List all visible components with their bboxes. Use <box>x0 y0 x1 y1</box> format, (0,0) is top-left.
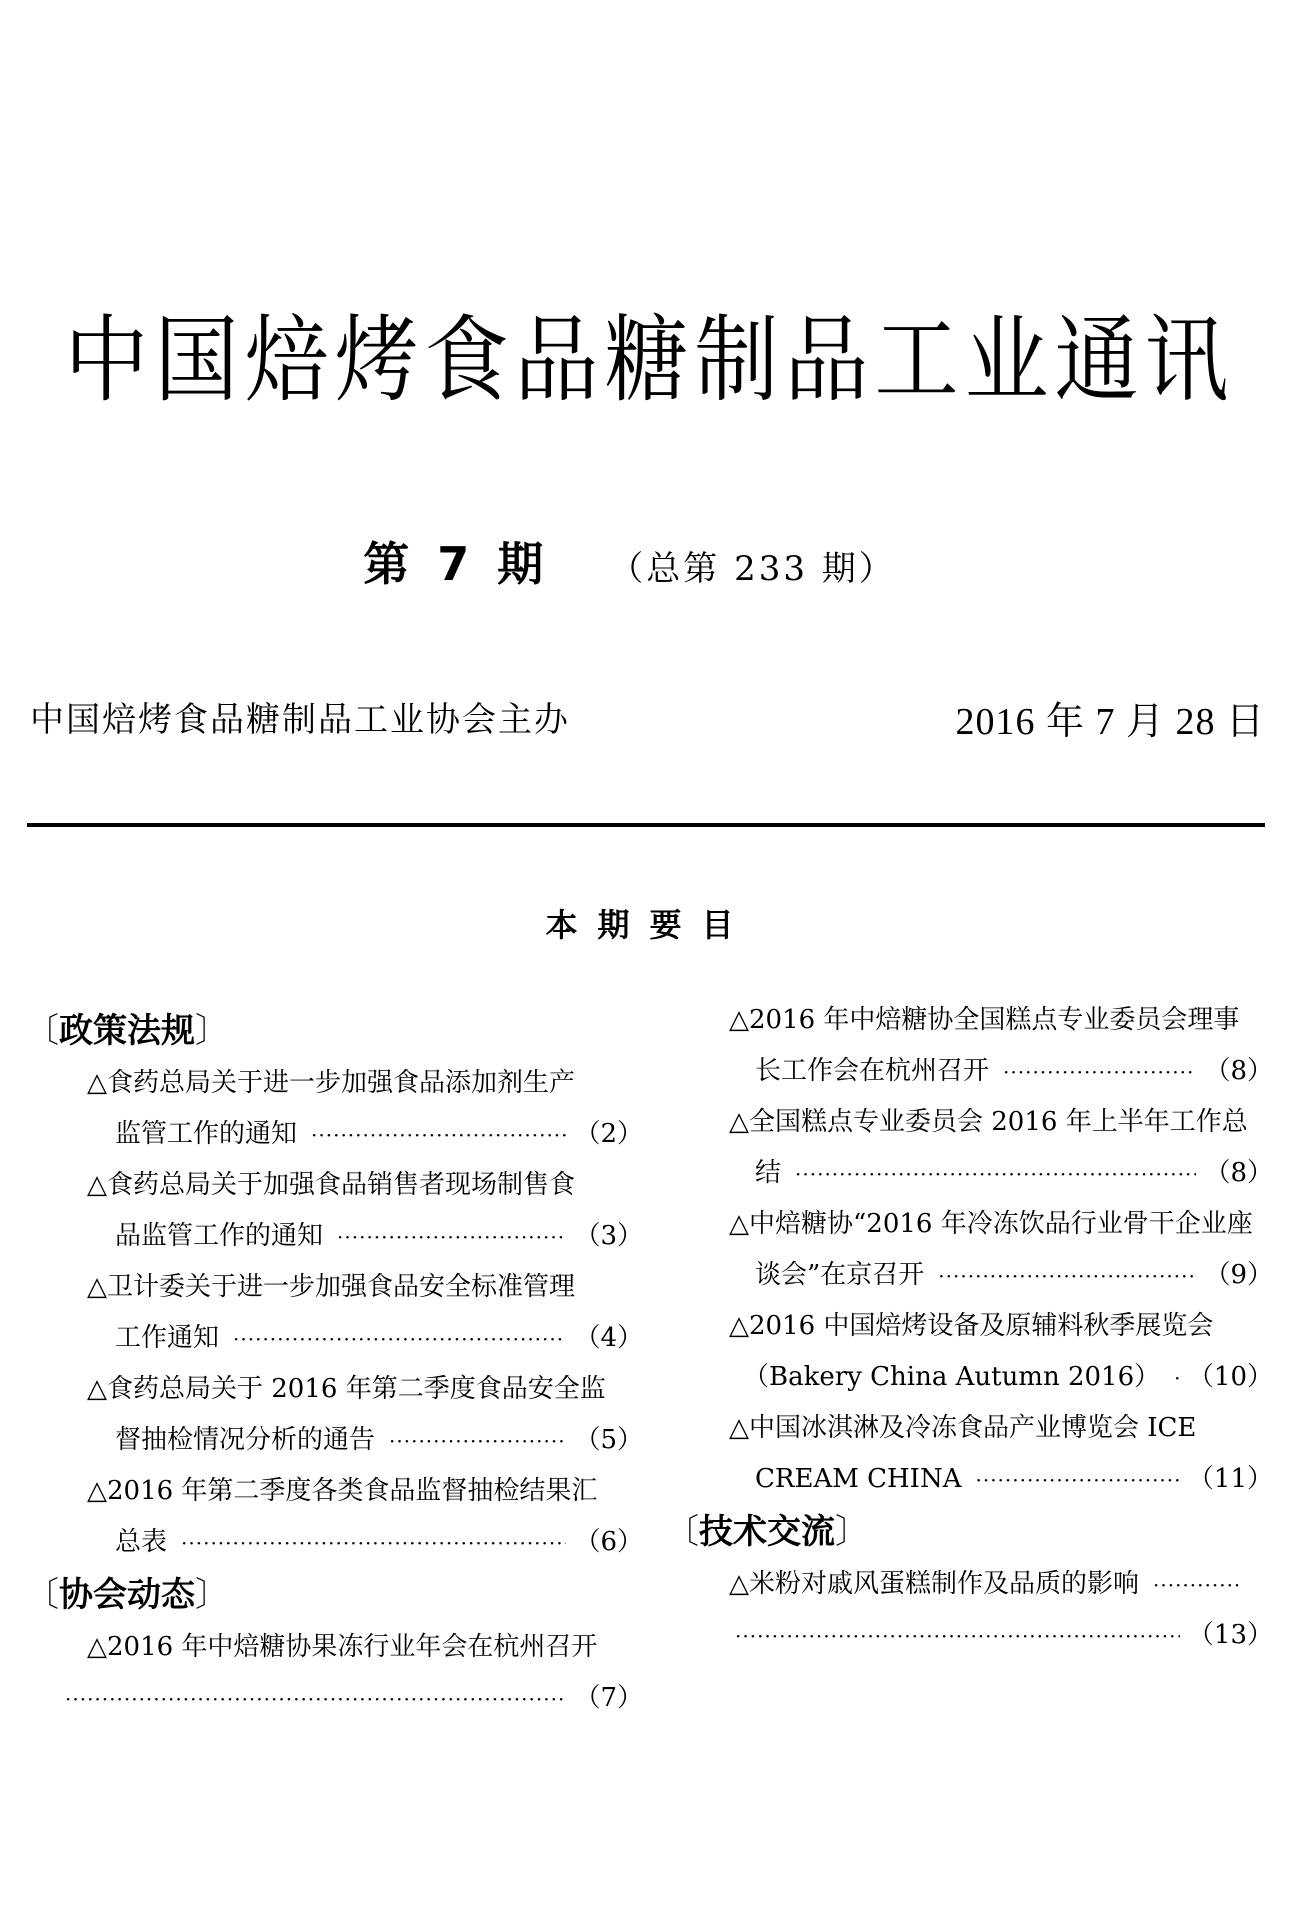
entry-title: △食药总局关于加强食品销售者现场制售食 <box>87 1170 575 1200</box>
section-title: 协会动态 <box>59 1575 195 1615</box>
dot-leader <box>389 1416 566 1467</box>
toc-entry[interactable] <box>25 1160 643 1262</box>
toc-entry[interactable] <box>25 1622 643 1724</box>
section-title: 政策法规 <box>59 1011 195 1051</box>
entry-title: △米粉对戚风蛋糕制作及品质的影响 <box>729 1569 1139 1599</box>
toc-heading: 本期要目 <box>545 906 754 944</box>
bracket-close: 〕 <box>195 1575 229 1615</box>
page-number: （6） <box>574 1527 643 1557</box>
dot-leader <box>1153 1560 1243 1611</box>
header-divider <box>27 823 1265 827</box>
entry-title-cont: 监管工作的通知 <box>115 1119 298 1149</box>
issue-number: 第 7 期 <box>363 537 550 591</box>
toc-entry[interactable] <box>665 1559 1273 1661</box>
dot-leader <box>938 1251 1196 1302</box>
toc-section-association-news <box>25 1568 643 1622</box>
page-number: （8） <box>1204 1158 1273 1188</box>
dot-leader <box>1003 1047 1196 1098</box>
page-number: （11） <box>1187 1464 1273 1494</box>
issue-total-number: （总第 233 期） <box>609 549 896 589</box>
entry-title: △食药总局关于 2016 年第二季度食品安全监 <box>87 1374 606 1404</box>
entry-title-cont: 长工作会在杭州召开 <box>755 1056 990 1086</box>
entry-title-cont: 工作通知 <box>115 1323 220 1353</box>
toc-entry[interactable] <box>25 1058 643 1160</box>
entry-title: △食药总局关于进一步加强食品添加剂生产 <box>87 1068 575 1098</box>
page-number: （7） <box>574 1683 643 1713</box>
entry-title: △中国冰淇淋及冷冻食品产业博览会 ICE <box>729 1413 1197 1443</box>
entry-title-cont: 结 <box>755 1158 782 1188</box>
dot-leader <box>181 1518 566 1569</box>
entry-title: △卫计委关于进一步加强食品安全标准管理 <box>87 1272 575 1302</box>
bracket-close: 〕 <box>195 1011 229 1051</box>
entry-title: △2016 年中焙糖协全国糕点专业委员会理事 <box>729 1005 1240 1035</box>
entry-title: △全国糕点专业委员会 2016 年上半年工作总 <box>729 1107 1248 1137</box>
dot-leader <box>795 1149 1196 1200</box>
entry-title-cont: 品监管工作的通知 <box>115 1221 324 1251</box>
toc-entry[interactable] <box>665 1301 1273 1403</box>
page-number: （2） <box>574 1119 643 1149</box>
entry-title-cont: 督抽检情况分析的通告 <box>115 1425 376 1455</box>
dot-leader <box>311 1110 566 1161</box>
toc-entry[interactable] <box>665 1097 1273 1199</box>
entry-title: △2016 中国焙烤设备及原辅料秋季展览会 <box>729 1311 1214 1341</box>
dot-leader <box>337 1212 566 1263</box>
entry-title: △2016 年中焙糖协果冻行业年会在杭州召开 <box>87 1632 598 1662</box>
section-title: 技术交流 <box>699 1512 835 1552</box>
bracket-close: 〕 <box>835 1512 869 1552</box>
page-number: （8） <box>1204 1056 1273 1086</box>
toc-right-column <box>665 995 1273 1661</box>
dot-leader <box>65 1674 566 1725</box>
toc-section-technical-exchange <box>665 1505 1273 1559</box>
page-number: （5） <box>574 1425 643 1455</box>
dot-leader <box>975 1455 1179 1506</box>
entry-title-cont: （Bakery China Autumn 2016） <box>743 1362 1161 1392</box>
publication-title: 中国焙烤食品糖制品工业通讯 <box>64 305 1235 415</box>
sponsor-line: 中国焙烤食品糖制品工业协会主办 <box>30 700 570 740</box>
entry-title-cont: 总表 <box>115 1527 168 1557</box>
toc-entry[interactable] <box>665 1403 1273 1505</box>
page-number: （4） <box>574 1323 643 1353</box>
toc-entry[interactable] <box>25 1364 643 1466</box>
publication-date: 2016 年 7 月 28 日 <box>955 701 1265 743</box>
page-number: （10） <box>1187 1362 1273 1392</box>
entry-title-cont: CREAM CHINA <box>755 1464 962 1494</box>
entry-title: △中焙糖协“2016 年冷冻饮品行业骨干企业座 <box>729 1209 1253 1239</box>
entry-title-cont: 谈会”在京召开 <box>755 1260 925 1290</box>
bracket-open: 〔 <box>665 1512 699 1552</box>
toc-section-policy <box>25 1004 643 1058</box>
page-number: （3） <box>574 1221 643 1251</box>
bracket-open: 〔 <box>25 1575 59 1615</box>
toc-entry[interactable] <box>25 1262 643 1364</box>
toc-entry[interactable] <box>665 1199 1273 1301</box>
entry-title: △2016 年第二季度各类食品监督抽检结果汇 <box>87 1476 598 1506</box>
dot-leader <box>735 1611 1180 1662</box>
page-number: （13） <box>1187 1620 1273 1650</box>
issue-number-row <box>0 528 1299 594</box>
dot-leader <box>233 1314 566 1365</box>
dot-leader <box>1174 1353 1180 1404</box>
toc-entry[interactable] <box>25 1466 643 1568</box>
toc-left-column <box>25 1004 643 1724</box>
toc-entry[interactable] <box>665 995 1273 1097</box>
page-number: （9） <box>1204 1260 1273 1290</box>
bracket-open: 〔 <box>25 1011 59 1051</box>
